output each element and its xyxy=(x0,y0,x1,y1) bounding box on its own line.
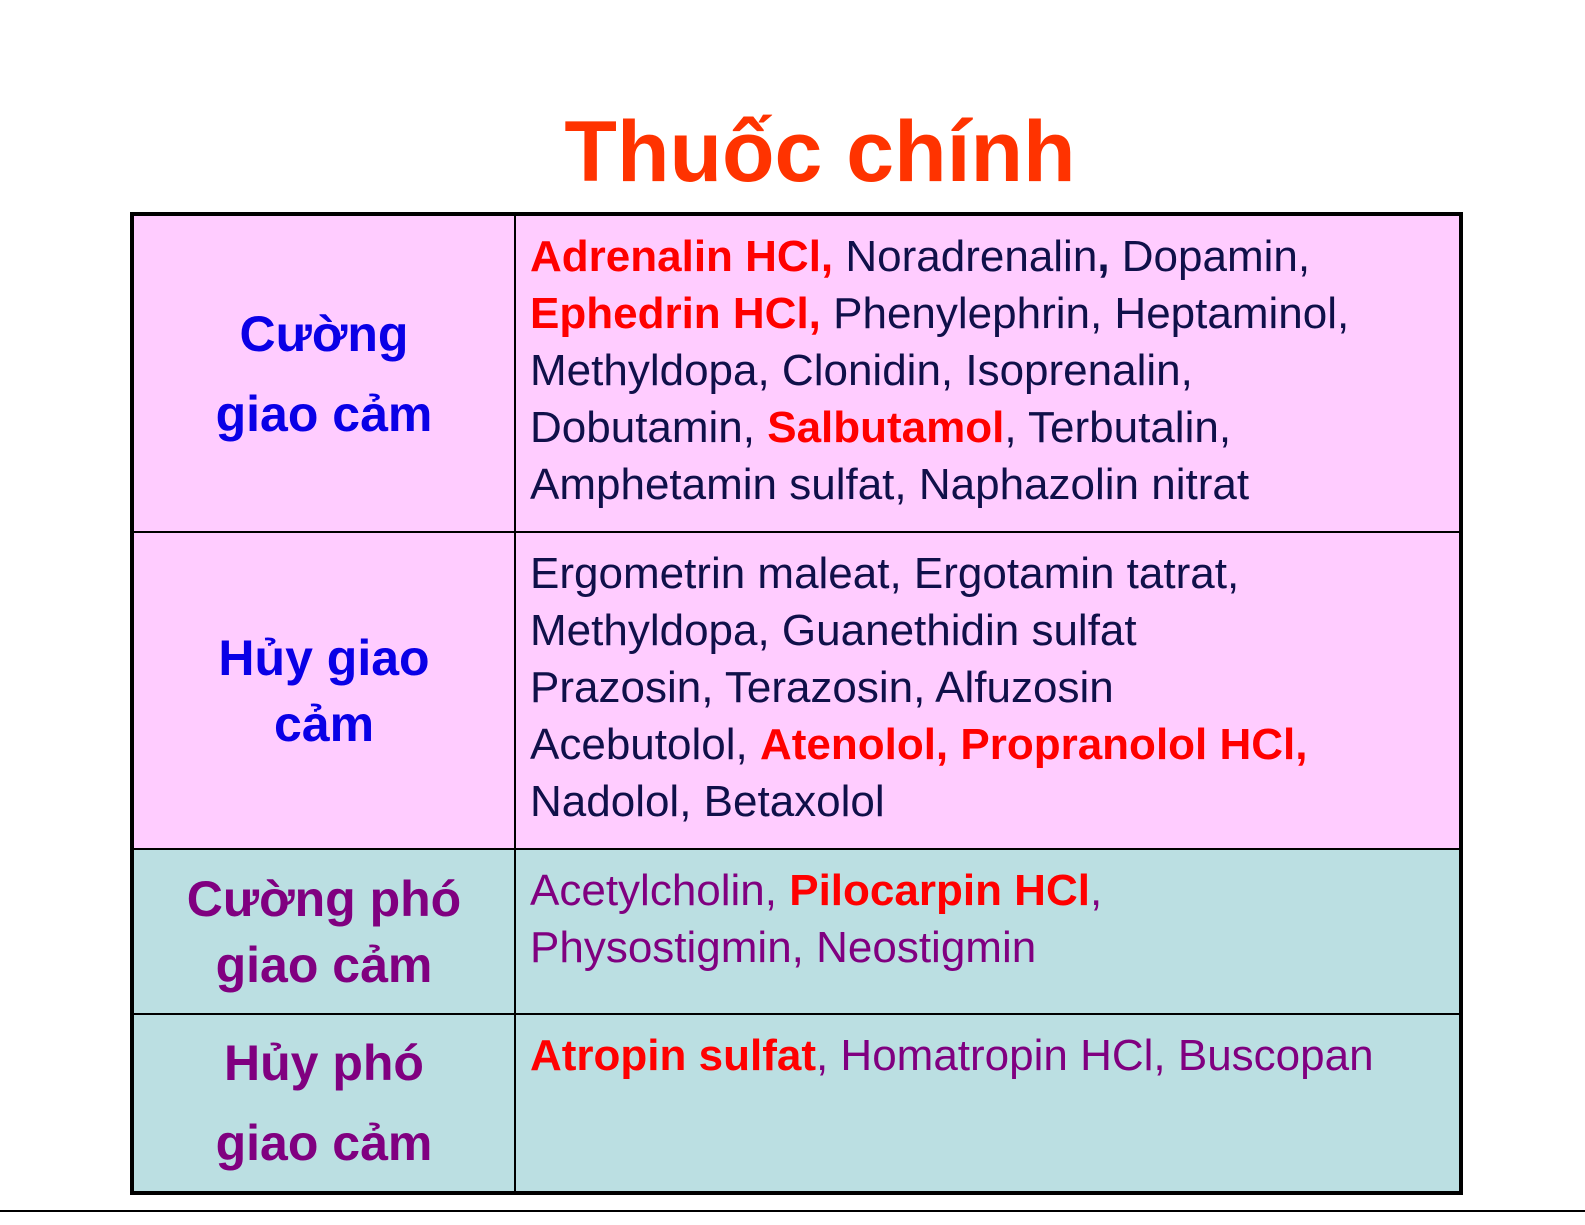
category-cell xyxy=(132,849,515,1014)
bottom-divider xyxy=(0,1210,1585,1212)
highlighted-drug-name: Salbutamol xyxy=(767,403,1005,452)
drug-line xyxy=(530,342,1449,399)
drug-name-text: Ergometrin maleat, Ergotamin tatrat, xyxy=(530,549,1240,598)
drug-line xyxy=(530,602,1449,659)
drug-name-text: , Terbutalin, xyxy=(1004,403,1232,452)
category-label-line: Hủy giao xyxy=(218,629,430,686)
slide-title: Thuốc chính xyxy=(564,104,1076,200)
drug-line xyxy=(530,399,1449,456)
drug-name-text: Noradrenalin xyxy=(833,232,1098,281)
drug-name-text: Dobutamin, xyxy=(530,403,768,452)
category-label-line: Cường phó xyxy=(186,870,462,927)
drug-line xyxy=(530,1027,1449,1084)
drug-name-text: Methyldopa, Guanethidin sulfat xyxy=(530,606,1137,655)
drug-line xyxy=(530,545,1449,602)
category-label-line: giao cảm xyxy=(215,385,433,442)
drug-line xyxy=(530,716,1449,773)
drug-list-cell xyxy=(515,532,1461,849)
drug-list-cell xyxy=(515,849,1461,1014)
drug-line xyxy=(530,456,1449,513)
highlighted-drug-name: Pilocarpin HCl xyxy=(789,866,1090,915)
drug-name-text: Amphetamin sulfat, Naphazolin nitrat xyxy=(530,460,1250,509)
drug-name-text: Methyldopa, Clonidin, Isoprenalin, xyxy=(530,346,1193,395)
table-row-sympatholytic xyxy=(132,532,1461,849)
drug-name-text: Physostigmin, Neostigmin xyxy=(530,923,1037,972)
drug-name-text: Nadolol, Betaxolol xyxy=(530,777,885,826)
drug-line xyxy=(530,659,1449,716)
category-label-line: cảm xyxy=(273,695,375,752)
highlighted-drug-name: Ephedrin HCl, xyxy=(530,289,821,338)
drug-name-text: Dopamin, xyxy=(1109,232,1311,281)
category-cell xyxy=(132,1014,515,1193)
drug-name-text: Prazosin, Terazosin, Alfuzosin xyxy=(530,663,1114,712)
category-cell xyxy=(132,532,515,849)
table-row-parasympathomimetic xyxy=(132,849,1461,1014)
drug-name-text: , xyxy=(1089,866,1103,915)
category-label-line: giao cảm xyxy=(215,936,433,993)
drug-name-text: , Homatropin HCl, Buscopan xyxy=(815,1031,1374,1080)
drug-table xyxy=(130,212,1463,1195)
table-row-sympathomimetic xyxy=(132,214,1461,532)
category-label-line: Hủy phó xyxy=(224,1035,424,1091)
drug-name-text: , xyxy=(1097,232,1110,281)
drug-list-cell xyxy=(515,214,1461,532)
drug-name-text: Acetylcholin, xyxy=(530,866,790,915)
drug-name-text: Acebutolol, xyxy=(530,720,760,769)
drug-line xyxy=(530,228,1449,285)
drug-list-cell xyxy=(515,1014,1461,1193)
drug-name-text: Phenylephrin, Heptaminol, xyxy=(820,289,1350,338)
table-row-parasympatholytic xyxy=(132,1014,1461,1193)
highlighted-drug-name: Adrenalin HCl, xyxy=(530,232,834,281)
category-label-line: giao cảm xyxy=(215,1115,433,1171)
drug-line xyxy=(530,919,1449,976)
drug-line xyxy=(530,773,1449,830)
drug-line xyxy=(530,285,1449,342)
highlighted-drug-name: Atenolol, Propranolol HCl, xyxy=(759,720,1308,769)
highlighted-drug-name: Atropin sulfat xyxy=(530,1031,816,1080)
category-label-line: Cường xyxy=(239,305,409,362)
category-cell xyxy=(132,214,515,532)
drug-line xyxy=(530,862,1449,919)
